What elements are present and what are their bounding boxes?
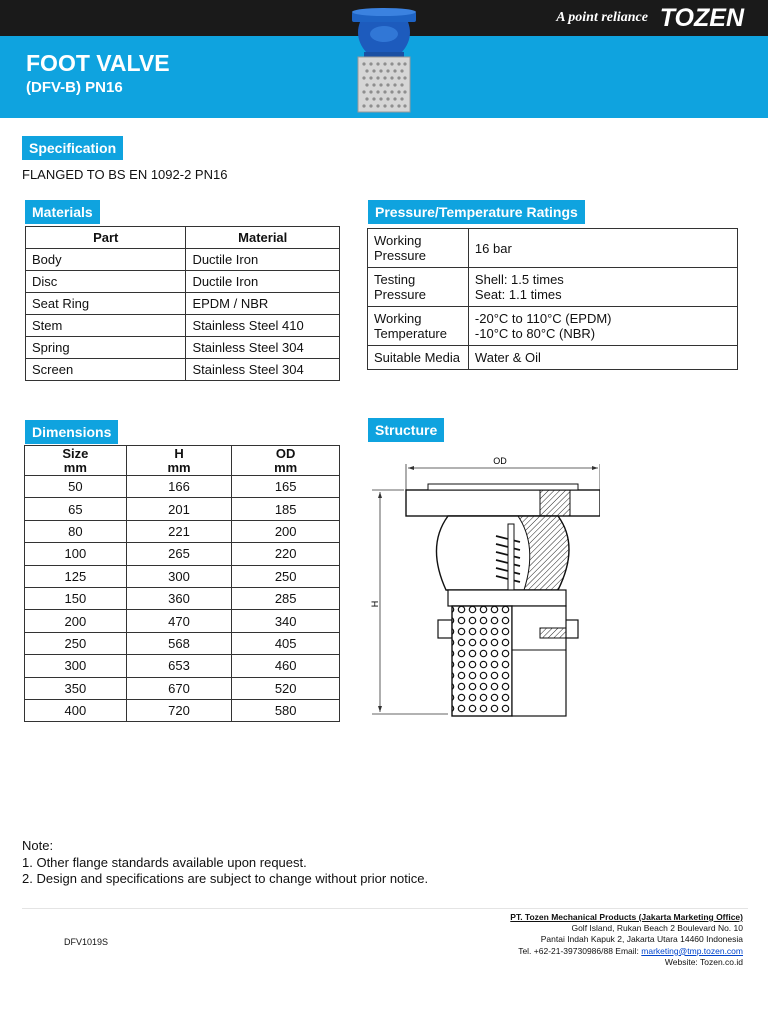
table-cell: 340 bbox=[232, 610, 340, 632]
table-row bbox=[25, 677, 340, 699]
rating-name-line: Pressure bbox=[374, 248, 427, 263]
table-cell: 580 bbox=[232, 699, 340, 721]
table-cell: Spring bbox=[26, 337, 186, 359]
table-cell: 265 bbox=[126, 543, 232, 565]
column-header bbox=[126, 446, 232, 476]
table-cell: 350 bbox=[25, 677, 127, 699]
table-row bbox=[25, 610, 340, 632]
rating-value-line: Seat: 1.1 times bbox=[474, 287, 562, 302]
product-title: FOOT VALVE bbox=[26, 50, 170, 76]
column-header: Part bbox=[26, 227, 186, 249]
table-cell: 65 bbox=[25, 498, 127, 520]
table-cell: 720 bbox=[126, 699, 232, 721]
column-header: Material bbox=[186, 227, 340, 249]
table-row bbox=[26, 359, 340, 381]
table-row bbox=[25, 587, 340, 609]
rating-name bbox=[368, 268, 469, 307]
table-row bbox=[368, 307, 738, 346]
table-cell: 460 bbox=[232, 655, 340, 677]
rating-value-line: -10°C to 80°C (NBR) bbox=[474, 326, 596, 341]
rating-value-line: 16 bar bbox=[474, 240, 512, 256]
materials-label: Materials bbox=[25, 200, 100, 224]
footer-divider bbox=[22, 908, 748, 909]
column-header-line: OD bbox=[275, 445, 296, 461]
table-row bbox=[368, 346, 738, 370]
rating-value-line: Shell: 1.5 times bbox=[474, 272, 564, 287]
rating-name-line: Suitable Media bbox=[374, 350, 460, 365]
rating-value bbox=[468, 268, 737, 307]
pressure-table bbox=[367, 228, 738, 370]
product-subtitle: (DFV-B) PN16 bbox=[26, 79, 123, 96]
rating-name-line: Working bbox=[374, 233, 422, 248]
company-name: PT. Tozen Mechanical Products (Jakarta Marketing Office) bbox=[510, 912, 743, 922]
rating-name-line: Testing bbox=[374, 272, 416, 287]
column-header-unit: mm bbox=[167, 459, 191, 475]
table-row bbox=[26, 271, 340, 293]
table-cell: 221 bbox=[126, 520, 232, 542]
rating-value bbox=[468, 307, 737, 346]
table-cell: 201 bbox=[126, 498, 232, 520]
column-header-line: Size bbox=[62, 445, 89, 461]
structure-label: Structure bbox=[368, 418, 444, 442]
table-cell: Body bbox=[26, 249, 186, 271]
brand-logo: TOZEN bbox=[659, 4, 744, 32]
address-line: Pantai Indah Kapuk 2, Jakarta Utara 14460 Indonesia bbox=[540, 934, 743, 945]
table-cell: Stem bbox=[26, 315, 186, 337]
note-item: 2. Design and specifications are subject to change without prior notice. bbox=[22, 871, 429, 886]
note-item: 1. Other flange standards available upon request. bbox=[22, 854, 307, 870]
column-header bbox=[232, 446, 340, 476]
brand-tagline: A point reliance bbox=[556, 10, 648, 25]
table-row bbox=[368, 268, 738, 307]
table-cell: 220 bbox=[232, 543, 340, 565]
table-cell: Disc bbox=[26, 271, 186, 293]
table-row bbox=[25, 498, 340, 520]
table-header-row bbox=[25, 446, 340, 476]
rating-name-line: Temperature bbox=[374, 326, 447, 341]
table-cell: 670 bbox=[126, 677, 232, 699]
table-cell: 185 bbox=[232, 498, 340, 520]
table-cell: Seat Ring bbox=[26, 293, 186, 315]
rating-value bbox=[468, 229, 737, 268]
email-link[interactable]: marketing@tmp.tozen.com bbox=[641, 945, 743, 956]
rating-name bbox=[368, 229, 469, 268]
address-line: Golf Island, Rukan Beach 2 Boulevard No. 10 bbox=[571, 923, 743, 934]
table-row bbox=[25, 520, 340, 542]
dimensions-table bbox=[24, 445, 340, 722]
table-cell: 250 bbox=[25, 632, 127, 654]
rating-value-line: -20°C to 110°C (EPDM) bbox=[474, 311, 612, 326]
contact-line bbox=[510, 946, 743, 957]
table-cell: Screen bbox=[26, 359, 186, 381]
od-dimension-label: OD bbox=[493, 456, 507, 466]
table-cell: 250 bbox=[232, 565, 340, 587]
table-row bbox=[26, 249, 340, 271]
table-cell: 470 bbox=[126, 610, 232, 632]
table-cell: Ductile Iron bbox=[186, 271, 340, 293]
table-cell: 50 bbox=[25, 476, 127, 498]
table-cell: Ductile Iron bbox=[186, 249, 340, 271]
dimensions-label: Dimensions bbox=[25, 420, 118, 444]
table-cell: 568 bbox=[126, 632, 232, 654]
table-cell: 166 bbox=[126, 476, 232, 498]
table-cell: 653 bbox=[126, 655, 232, 677]
website-link[interactable]: Website: Tozen.co.id bbox=[664, 956, 743, 967]
table-cell: 150 bbox=[25, 587, 127, 609]
table-cell: 100 bbox=[25, 543, 127, 565]
table-row bbox=[26, 293, 340, 315]
rating-name bbox=[368, 346, 469, 370]
table-header-row bbox=[26, 227, 340, 249]
table-cell: 520 bbox=[232, 677, 340, 699]
column-header-line: H bbox=[174, 445, 184, 461]
table-cell: 200 bbox=[232, 520, 340, 542]
notes-heading: Note: bbox=[22, 838, 54, 853]
phone-text: Tel. +62-21-39730986/88 Email: bbox=[518, 945, 642, 956]
materials-table bbox=[25, 226, 340, 381]
table-cell: 80 bbox=[25, 520, 127, 542]
table-row bbox=[368, 229, 738, 268]
rating-name-line: Working bbox=[374, 311, 422, 326]
rating-value-line: Water & Oil bbox=[474, 350, 541, 365]
table-row bbox=[25, 543, 340, 565]
pressure-label: Pressure/Temperature Ratings bbox=[368, 200, 585, 224]
table-row bbox=[25, 632, 340, 654]
table-cell: EPDM / NBR bbox=[186, 293, 340, 315]
column-header-unit: mm bbox=[63, 459, 87, 475]
table-cell: 300 bbox=[25, 655, 127, 677]
table-row bbox=[25, 655, 340, 677]
table-row bbox=[26, 315, 340, 337]
specification-label: Specification bbox=[22, 136, 123, 160]
rating-name bbox=[368, 307, 469, 346]
specification-text: FLANGED TO BS EN 1092-2 PN16 bbox=[22, 167, 228, 182]
table-cell: 405 bbox=[232, 632, 340, 654]
h-dimension-label: H bbox=[370, 600, 380, 608]
rating-name-line: Pressure bbox=[374, 287, 427, 302]
product-image bbox=[344, 6, 424, 116]
company-contact bbox=[510, 912, 743, 968]
table-row bbox=[25, 699, 340, 721]
table-cell: Stainless Steel 410 bbox=[186, 315, 340, 337]
table-cell: 400 bbox=[25, 699, 127, 721]
table-cell: 360 bbox=[126, 587, 232, 609]
table-cell: Stainless Steel 304 bbox=[186, 359, 340, 381]
table-row bbox=[25, 565, 340, 587]
table-row bbox=[25, 476, 340, 498]
table-cell: 285 bbox=[232, 587, 340, 609]
table-cell: 300 bbox=[126, 565, 232, 587]
column-header bbox=[25, 446, 127, 476]
table-row bbox=[26, 337, 340, 359]
structure-drawing bbox=[368, 450, 600, 724]
table-cell: 165 bbox=[232, 476, 340, 498]
rating-value bbox=[468, 346, 737, 370]
table-cell: Stainless Steel 304 bbox=[186, 337, 340, 359]
notes-block bbox=[22, 838, 428, 888]
document-number: DFV1019S bbox=[64, 937, 109, 947]
table-cell: 125 bbox=[25, 565, 127, 587]
column-header-unit: mm bbox=[274, 459, 298, 475]
table-cell: 200 bbox=[25, 610, 127, 632]
